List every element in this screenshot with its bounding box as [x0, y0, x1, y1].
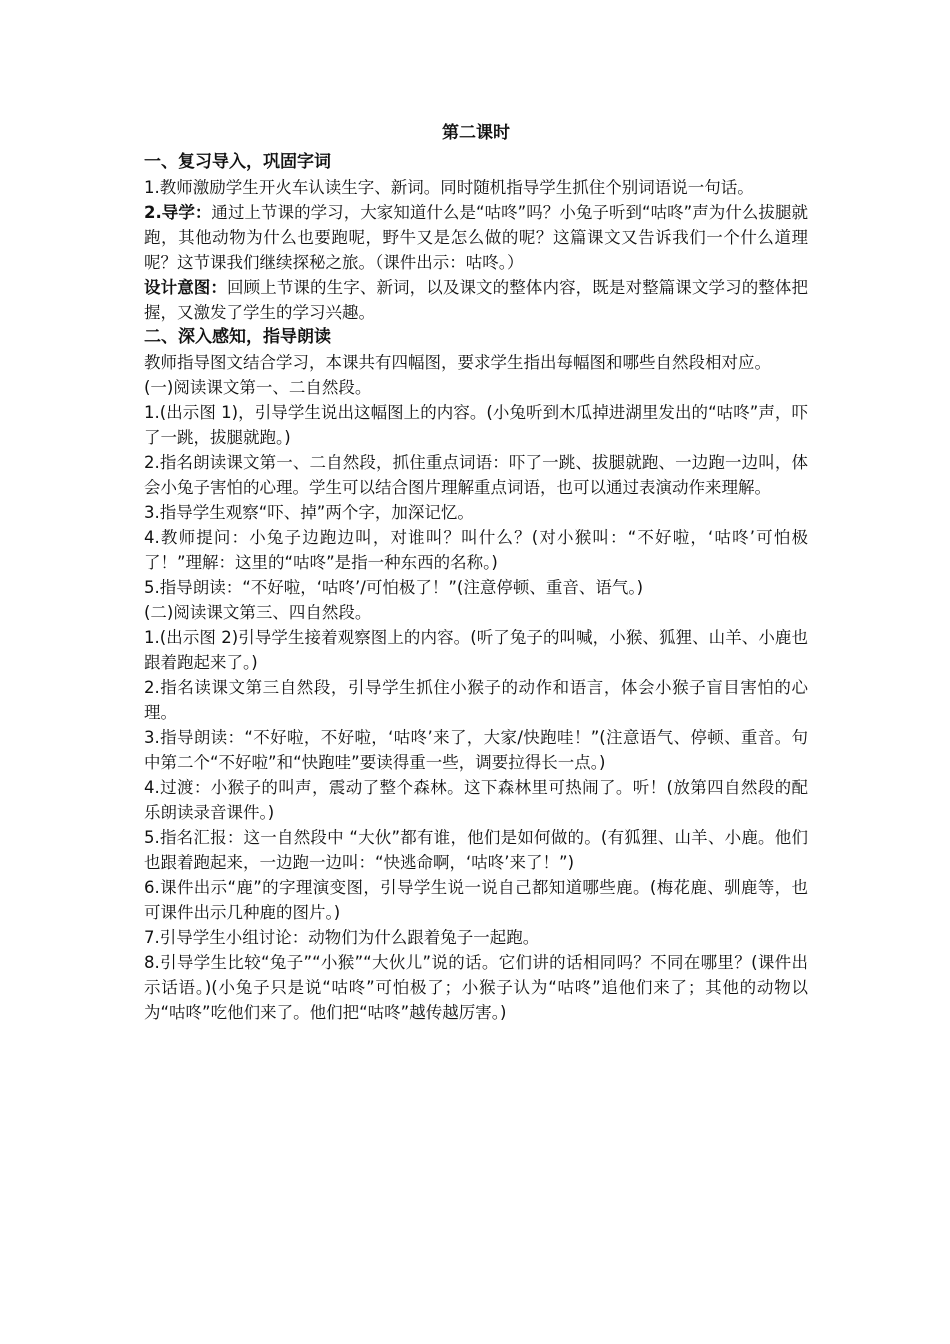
- design-intent-text: 回顾上节课的生字、新词，以及课文的整体内容，既是对整篇课文学习的整体把握，又激发了学生的学习兴趣。: [144, 278, 809, 322]
- list-item: 4.过渡：小猴子的叫声，震动了整个森林。这下森林里可热闹了。听！(放第四自然段的配乐朗读录音课件。): [144, 778, 808, 822]
- paragraph-review-2: [144, 200, 808, 275]
- list-item: 8.引导学生比较“兔子”“小猴”“大伙儿”说的话。它们讲的话相同吗？不同在哪里？(课件出示话语。)(小兔子只是说“咕咚”可怕极了；小猴子认为“咕咚”追他们来了；其他的动物以为“咕咚”吃他们来了。他们把“咕咚”越传越厉害。): [144, 953, 808, 1022]
- list-item: 3.指导朗读：“不好啦，不好啦，‘咕咚’来了，大家/快跑哇！”(注意语气、停顿、重音。句中第二个“不好啦”和“快跑哇”要读得重一些，调要拉得长一点。): [144, 728, 808, 772]
- section-heading-review: 一、复习导入，巩固字词: [144, 152, 331, 172]
- list-item: 2.指名朗读课文第一、二自然段，抓住重点词语：吓了一跳、拔腿就跑、一边跑一边叫，体会小兔子害怕的心理。学生可以结合图片理解重点词语，也可以通过表演动作来理解。: [144, 453, 808, 497]
- document-page: [144, 120, 808, 1025]
- paragraph-review-1: 1.教师激励学生开火车认读生字、新词。同时随机指导学生抓住个别词语说一句话。: [144, 178, 754, 197]
- list-item: 2.指名读课文第三自然段，引导学生抓住小猴子的动作和语言，体会小猴子盲目害怕的心理。: [144, 678, 808, 722]
- list-item: 1.(出示图 1)，引导学生说出这幅图上的内容。(小兔听到木瓜掉进湖里发出的“咕咚”声，吓了一跳，拔腿就跑。): [144, 403, 808, 447]
- list-item: 3.指导学生观察“吓、掉”两个字，加深记忆。: [144, 503, 474, 522]
- subsection-title-part1: (一)阅读课文第一、二自然段。: [144, 378, 372, 397]
- guide-label: 2.导学：: [144, 203, 212, 222]
- subsection-title-part2: (二)阅读课文第三、四自然段。: [144, 603, 372, 622]
- design-intent-paragraph: [144, 275, 808, 325]
- guide-text: 通过上节课的学习，大家知道什么是“咕咚”吗？小兔子听到“咕咚”声为什么拔腿就跑，其他动物为什么也要跑呢，野牛又是怎么做的呢？这篇课文又告诉我们一个什么道理呢？这节课我们继续探秘之旅。（课件出示：咕咚。）: [144, 203, 808, 272]
- paragraph-reading-intro: 教师指导图文结合学习，本课共有四幅图，要求学生指出每幅图和哪些自然段相对应。: [144, 353, 771, 372]
- list-item: 4.教师提问：小兔子边跑边叫，对谁叫？叫什么？(对小猴叫：“不好啦，‘咕咚’可怕极了！”理解：这里的“咕咚”是指一种东西的名称。): [144, 528, 808, 572]
- list-item: 5.指名汇报：这一自然段中 “大伙”都有谁，他们是如何做的。(有狐狸、山羊、小鹿。他们也跟着跑起来，一边跑一边叫：“快逃命啊，‘咕咚’来了！”): [144, 828, 808, 872]
- section-heading-reading: 二、深入感知，指导朗读: [144, 327, 331, 347]
- list-item: 1.(出示图 2)引导学生接着观察图上的内容。(听了兔子的叫喊，小猴、狐狸、山羊、小鹿也跟着跑起来了。): [144, 628, 808, 672]
- list-item: 5.指导朗读：“不好啦，‘咕咚’/可怕极了！”(注意停顿、重音、语气。): [144, 578, 644, 597]
- list-item: 6.课件出示“鹿”的字理演变图，引导学生说一说自己都知道哪些鹿。(梅花鹿、驯鹿等，也可课件出示几种鹿的图片。): [144, 878, 808, 922]
- list-item: 7.引导学生小组讨论：动物们为什么跟着兔子一起跑。: [144, 928, 540, 947]
- document-title: 第二课时: [442, 123, 510, 143]
- design-intent-label: 设计意图：: [144, 278, 228, 297]
